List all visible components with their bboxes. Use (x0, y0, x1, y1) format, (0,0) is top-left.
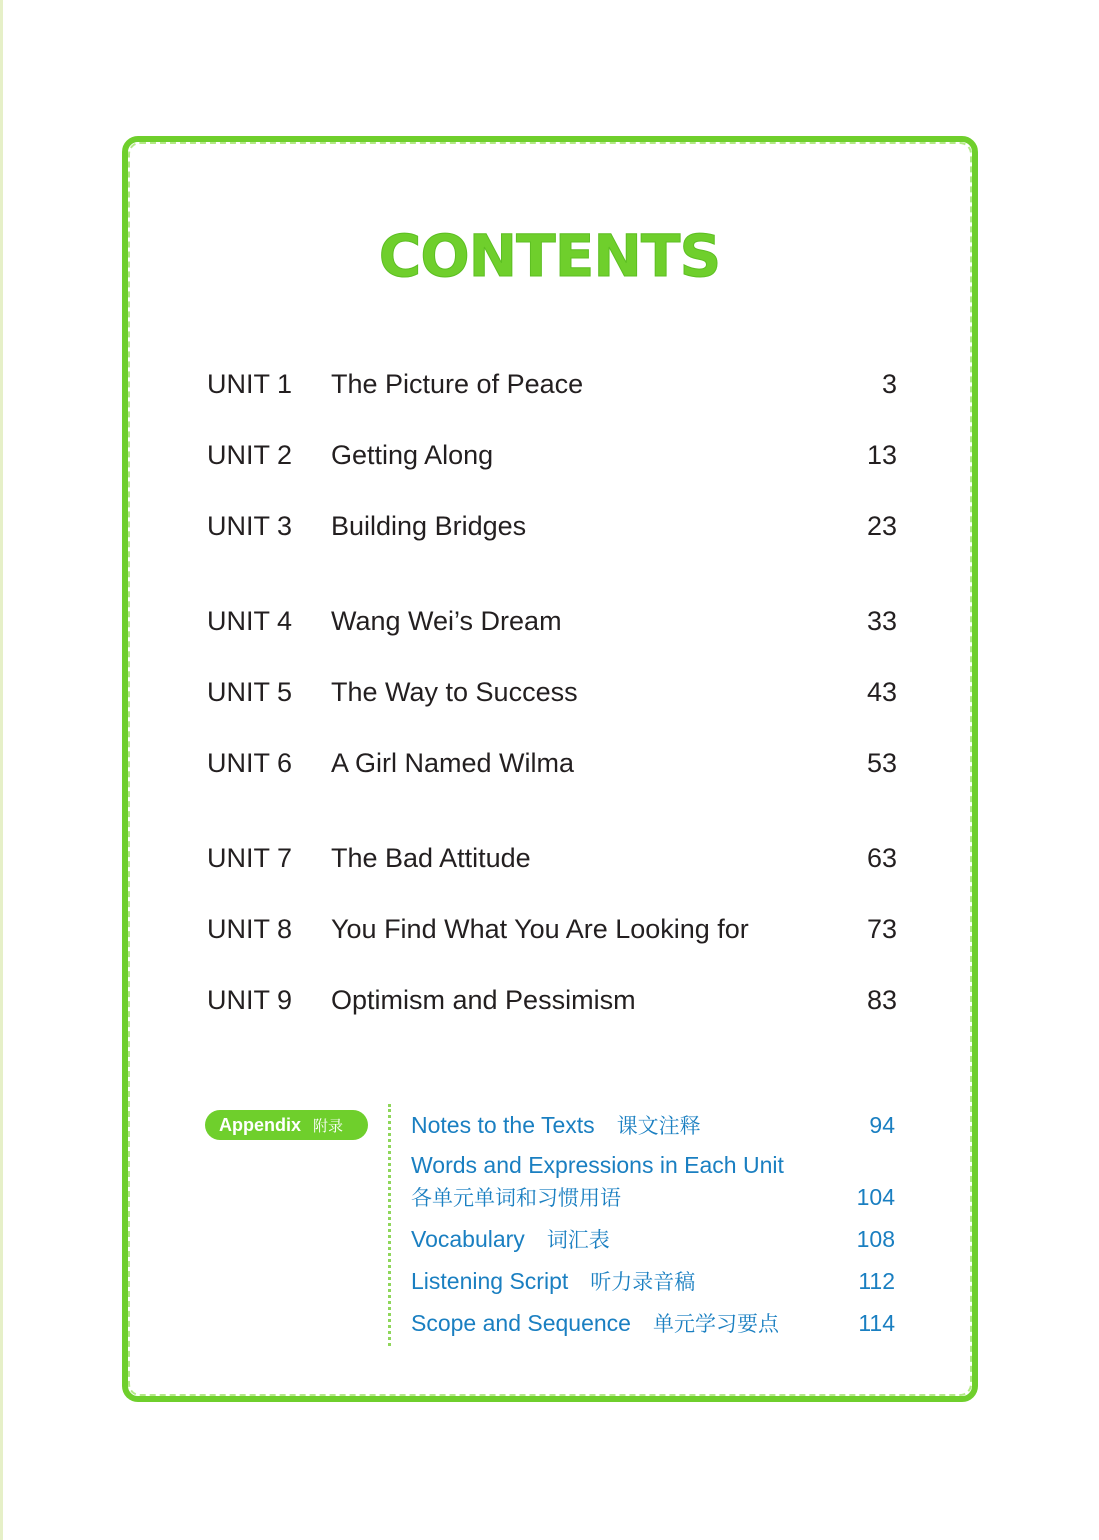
unit-number: UNIT 3 (207, 511, 293, 541)
appendix-entry[interactable] (411, 1150, 895, 1180)
page-number: 3 (881, 369, 897, 399)
toc-entry[interactable] (207, 982, 897, 1018)
page-number: 83 (866, 985, 897, 1015)
page-number: 108 (856, 1226, 895, 1252)
appendix-title: Vocabulary (411, 1226, 525, 1252)
appendix-entry[interactable] (411, 1108, 895, 1142)
appendix-title-cn: 听力录音稿 (590, 1271, 696, 1294)
page-title: CONTENTS (378, 222, 721, 290)
page-number: 63 (866, 843, 897, 873)
page-number: 73 (866, 914, 897, 944)
appendix-label: Appendix (219, 1115, 302, 1135)
unit-number: UNIT 7 (207, 843, 293, 873)
toc-entry[interactable] (207, 674, 897, 710)
unit-title: Wang Wei’s Dream (331, 606, 562, 636)
appendix-entry[interactable] (411, 1306, 895, 1340)
toc-entry[interactable] (207, 366, 897, 402)
appendix-list (411, 1108, 895, 1340)
unit-list (207, 366, 897, 1018)
appendix-title-cn: 单元学习要点 (652, 1313, 779, 1336)
unit-number: UNIT 1 (207, 369, 293, 399)
appendix-entry-continued[interactable] (411, 1180, 895, 1214)
appendix-entry[interactable] (411, 1222, 895, 1256)
unit-title: The Way to Success (331, 677, 578, 707)
unit-number: UNIT 2 (207, 440, 293, 470)
toc-entry[interactable] (207, 437, 897, 473)
appendix-divider (388, 1104, 391, 1346)
toc-entry[interactable] (207, 840, 897, 876)
page-number: 94 (869, 1112, 895, 1138)
unit-title: The Bad Attitude (331, 843, 531, 873)
page-number: 13 (866, 440, 897, 470)
page-number: 104 (856, 1184, 895, 1210)
toc-entry[interactable] (207, 745, 897, 781)
appendix-entry[interactable] (411, 1264, 895, 1298)
unit-number: UNIT 5 (207, 677, 293, 707)
page-number: 23 (866, 511, 897, 541)
unit-title: Building Bridges (331, 511, 527, 541)
toc-entry[interactable] (207, 508, 897, 544)
unit-title: A Girl Named Wilma (331, 748, 575, 778)
unit-title: Getting Along (331, 440, 494, 470)
unit-title: The Picture of Peace (331, 369, 584, 399)
unit-title: You Find What You Are Looking for (331, 914, 749, 944)
page-number: 114 (858, 1310, 895, 1336)
unit-title: Optimism and Pessimism (331, 985, 636, 1015)
toc-entry[interactable] (207, 911, 897, 947)
appendix-title-cn: 各单元单词和习惯用语 (411, 1187, 621, 1210)
unit-number: UNIT 6 (207, 748, 293, 778)
page-number: 112 (858, 1268, 895, 1294)
appendix-label-cn: 附录 (313, 1118, 344, 1135)
appendix-title-cn: 课文注释 (616, 1115, 701, 1138)
toc-entry[interactable] (207, 603, 897, 639)
unit-number: UNIT 8 (207, 914, 293, 944)
appendix-title-cn: 词汇表 (546, 1229, 610, 1252)
appendix-title: Scope and Sequence (411, 1310, 631, 1336)
appendix-title: Words and Expressions in Each Unit (411, 1152, 784, 1178)
page-number: 53 (866, 748, 897, 778)
unit-number: UNIT 4 (207, 606, 293, 636)
unit-number: UNIT 9 (207, 985, 293, 1015)
appendix-title: Notes to the Texts (411, 1112, 595, 1138)
appendix-title: Listening Script (411, 1268, 569, 1294)
page-number: 43 (866, 677, 897, 707)
appendix-badge (205, 1110, 368, 1140)
page-number: 33 (866, 606, 897, 636)
